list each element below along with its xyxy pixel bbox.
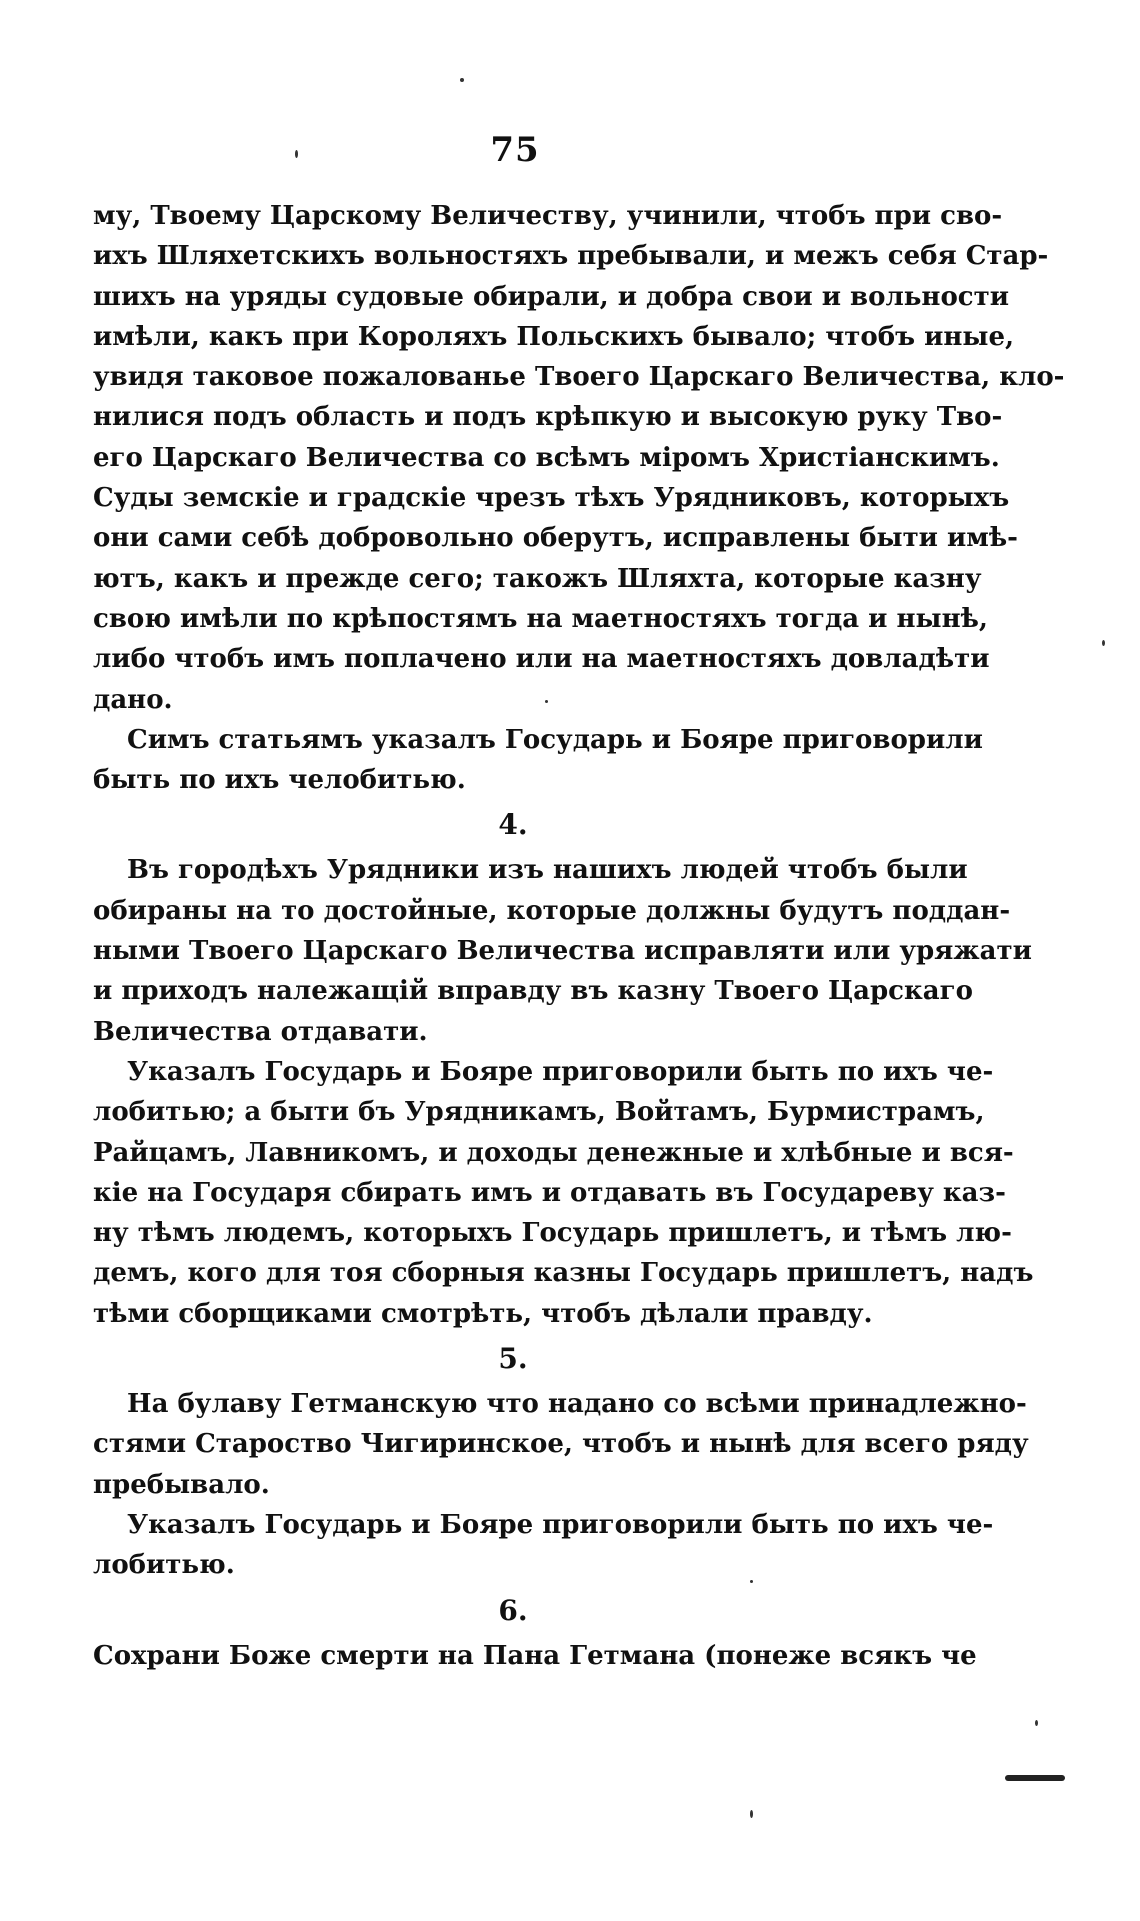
- text-line: Суды земскіе и градскіе чрезъ тѣхъ Урядниковъ, которыхъ: [93, 483, 1010, 514]
- text-line: Указалъ Государь и Бояре приговорили быть по ихъ че-: [127, 1056, 994, 1087]
- paragraph: [93, 1384, 1029, 1505]
- scan-dash-mark: [1005, 1775, 1065, 1781]
- section-heading: 5.: [498, 1342, 528, 1376]
- scan-speck: [545, 700, 548, 703]
- paragraph: [93, 1052, 1034, 1334]
- text-line: имѣли, какъ при Короляхъ Польскихъ бывало; чтобъ иные,: [93, 321, 1015, 352]
- text-line: Въ городѣхъ Урядники изъ нашихъ людей чтобъ были: [127, 855, 968, 886]
- text-line: ихъ Шляхетскихъ вольностяхъ пребывали, и межъ себя Стар-: [93, 241, 1049, 272]
- text-line: Сохрани Боже смерти на Пана Гетмана (понеже всякъ че: [93, 1640, 977, 1671]
- text-line: они сами себѣ добровольно оберутъ, исправлены быти имѣ-: [93, 523, 1018, 554]
- text-line: му, Твоему Царскому Величеству, учинили, чтобъ при сво-: [93, 201, 1003, 231]
- text-line: ютъ, какъ и прежде сего; такожъ Шляхта, которые казну: [93, 563, 982, 594]
- scan-speck: [1102, 640, 1105, 646]
- text-line: либо чтобъ имъ поплачено или на маетностяхъ довладѣти: [93, 644, 990, 675]
- text-line: пребывало.: [93, 1469, 270, 1500]
- text-line: кіе на Государя сбирать имъ и отдавать въ Государеву каз-: [93, 1177, 1006, 1208]
- paragraph: [93, 1505, 994, 1586]
- text-line: и приходъ належащій вправду въ казну Твоего Царскаго: [93, 976, 973, 1007]
- paragraph: [93, 1636, 977, 1676]
- scan-speck: [295, 150, 298, 158]
- document-text: [93, 196, 1065, 1676]
- text-line: быть по ихъ челобитью.: [93, 765, 466, 796]
- scan-speck: [1035, 1720, 1038, 1726]
- text-line: нилися подъ область и подъ крѣпкую и высокую руку Тво-: [93, 402, 1003, 433]
- text-line: обираны на то достойные, которые должны будутъ поддан-: [93, 895, 1011, 926]
- text-line: стями Староство Чигиринское, чтобъ и нынѣ для всего ряду: [93, 1429, 1029, 1460]
- text-line: свою имѣли по крѣпостямъ на маетностяхъ тогда и нынѣ,: [93, 603, 988, 634]
- paragraph: [93, 850, 1032, 1051]
- text-line: Указалъ Государь и Бояре приговорили быть по ихъ че-: [127, 1509, 994, 1540]
- page-number: 75: [490, 130, 540, 170]
- text-line: тѣми сборщиками смотрѣть, чтобъ дѣлали правду.: [93, 1298, 873, 1329]
- text-line: Величества отдавати.: [93, 1016, 428, 1047]
- text-line: Райцамъ, Лавникомъ, и доходы денежные и хлѣбные и вся-: [93, 1137, 1014, 1168]
- paragraph: [93, 196, 1065, 720]
- text-line: На булаву Гетманскую что надано со всѣми принадлежно-: [127, 1389, 1027, 1420]
- text-line: увидя таковое пожалованье Твоего Царскаго Величества, кло-: [93, 362, 1065, 393]
- text-line: Симъ статьямъ указалъ Государь и Бояре приговорили: [127, 724, 983, 755]
- section-heading: 6.: [498, 1593, 528, 1627]
- text-line: лобитью; а быти бъ Урядникамъ, Войтамъ, Бурмистрамъ,: [93, 1097, 985, 1128]
- text-line: лобитью.: [93, 1550, 235, 1581]
- scan-speck: [460, 78, 464, 82]
- text-line: шихъ на уряды судовые обирали, и добра свои и вольности: [93, 281, 1010, 312]
- text-line: его Царскаго Величества со всѣмъ міромъ Христіанскимъ.: [93, 442, 1000, 473]
- scan-speck: [750, 1580, 753, 1583]
- paragraph: [93, 720, 983, 801]
- text-line: ну тѣмъ людемъ, которыхъ Государь пришлетъ, и тѣмъ лю-: [93, 1218, 1012, 1249]
- section-heading: 4.: [498, 808, 528, 842]
- text-line: демъ, кого для тоя сборныя казны Государь пришлетъ, надъ: [93, 1258, 1034, 1289]
- scan-speck: [750, 1810, 753, 1818]
- text-line: дано.: [93, 684, 173, 715]
- text-line: ными Твоего Царскаго Величества исправляти или уряжати: [93, 936, 1032, 967]
